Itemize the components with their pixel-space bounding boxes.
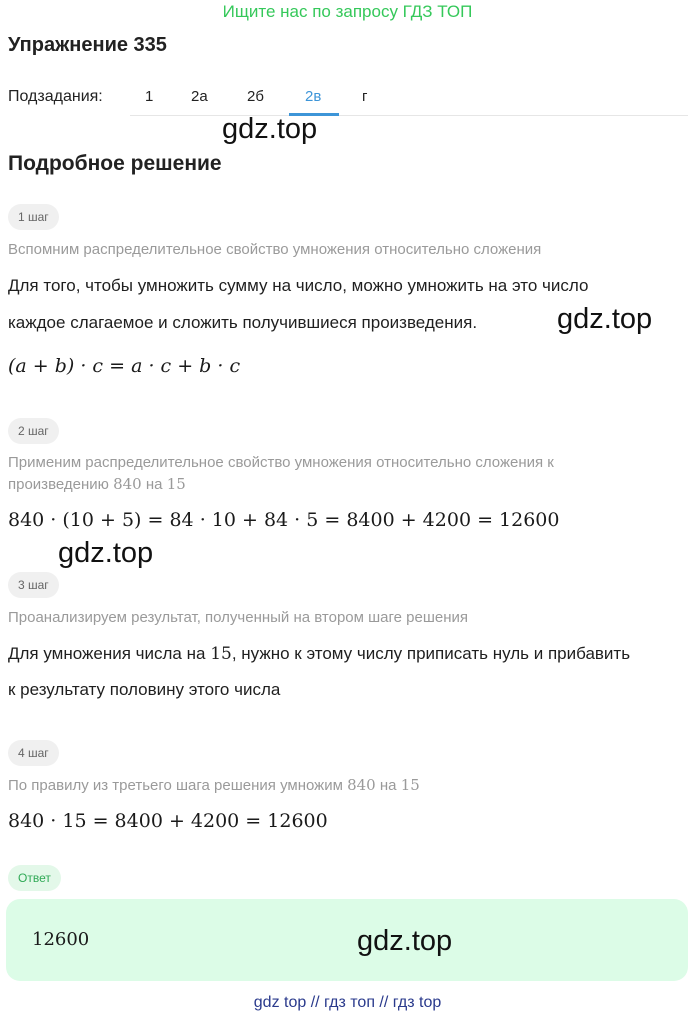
subtasks-label: Подзадания: xyxy=(8,88,103,105)
tabs-divider xyxy=(130,115,688,116)
hint-text: произведению xyxy=(8,476,109,493)
tab-2b[interactable]: 2б xyxy=(247,88,264,105)
watermark: gdz.top xyxy=(58,537,154,569)
step-text: каждое слагаемое и сложить получившиеся произведения. xyxy=(8,313,478,332)
answer-box xyxy=(6,899,688,981)
formula: 840 · (10 + 5) = 84 · 10 + 84 · 5 = 8400 + 4200 = 12600 xyxy=(8,509,560,531)
tab-g[interactable]: г xyxy=(362,88,368,105)
step-hint xyxy=(8,475,186,493)
step-badge: 1 шаг xyxy=(8,204,59,230)
step-badge: 2 шаг xyxy=(8,418,59,444)
watermark: gdz.top xyxy=(557,303,653,335)
step-text: к результату половину этого числа xyxy=(8,680,281,699)
step-text: Для того, чтобы умножить сумму на число, можно умножить на это число xyxy=(8,276,589,295)
hint-number: 840 xyxy=(113,475,142,493)
hint-text: на xyxy=(145,476,163,493)
answer-value: 12600 xyxy=(32,929,90,950)
footer-links[interactable]: gdz top // гдз топ // гдз top xyxy=(253,994,442,1011)
watermark: gdz.top xyxy=(357,925,453,957)
hint-text: на xyxy=(379,777,397,794)
text-part: Для умножения числа на xyxy=(8,644,206,663)
formula: (a + b) · c = a · c + b · c xyxy=(8,355,241,377)
tab-1[interactable]: 1 xyxy=(145,88,154,105)
answer-badge: Ответ xyxy=(8,865,61,891)
solution-heading: Подробное решение xyxy=(8,152,222,175)
hint-number: 15 xyxy=(166,475,186,493)
tab-2a[interactable]: 2а xyxy=(191,88,208,105)
step-text xyxy=(8,644,630,664)
watermark: gdz.top xyxy=(222,113,318,145)
step-badge: 3 шаг xyxy=(8,572,59,598)
page-title: Упражнение 335 xyxy=(8,34,167,56)
text-number: 15 xyxy=(210,644,232,664)
step-hint: Применим распределительное свойство умножения относительно сложения к xyxy=(8,454,554,471)
step-hint: Вспомним распределительное свойство умножения относительно сложения xyxy=(8,241,542,258)
promo-banner[interactable]: Ищите нас по запросу ГДЗ ТОП xyxy=(222,2,473,21)
formula: 840 · 15 = 8400 + 4200 = 12600 xyxy=(8,810,328,832)
hint-text: По правилу из третьего шага решения умножим xyxy=(8,777,343,794)
hint-number: 15 xyxy=(400,776,420,794)
hint-number: 840 xyxy=(347,776,376,794)
step-hint: Проанализируем результат, полученный на втором шаге решения xyxy=(8,609,468,626)
text-part: , нужно к этому числу приписать нуль и прибавить xyxy=(231,644,631,663)
step-hint xyxy=(8,776,420,794)
step-badge: 4 шаг xyxy=(8,740,59,766)
tab-2v[interactable]: 2в xyxy=(305,88,322,105)
